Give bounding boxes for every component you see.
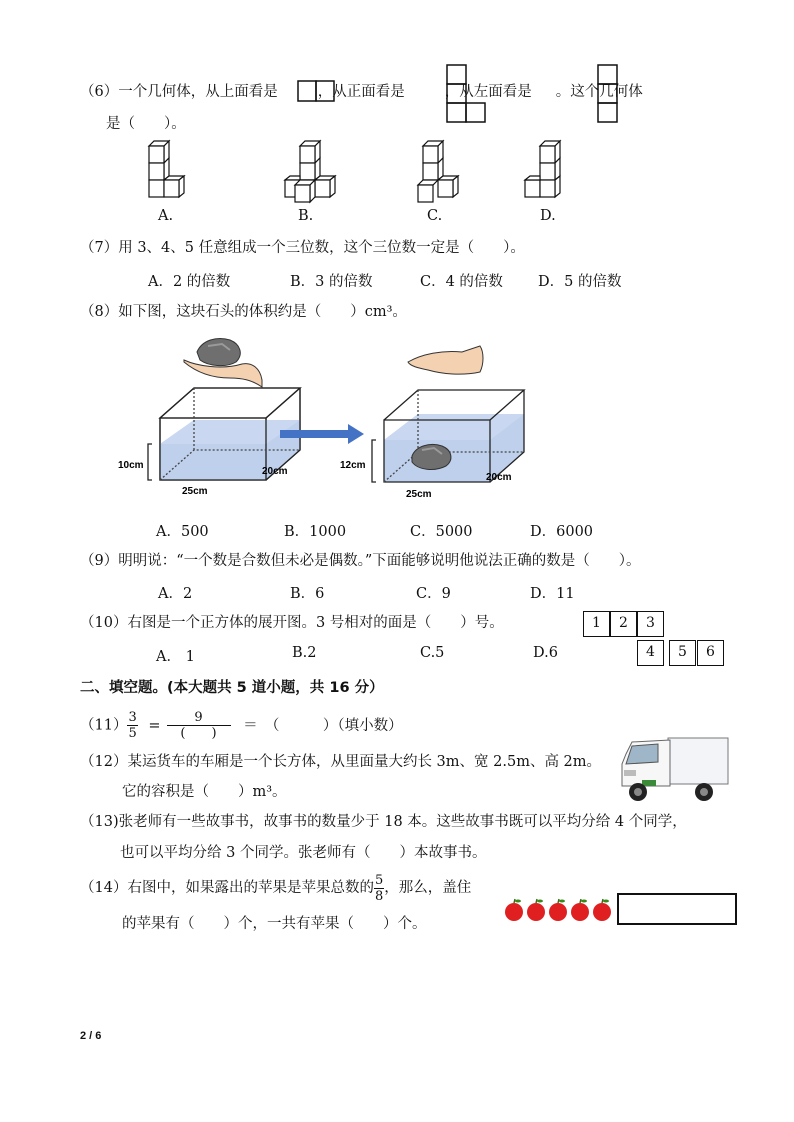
q13-line1: （13)张老师有一些故事书，故事书的数量少于 18 本。这些故事书既可以平均分给 4 个同学， [80,814,687,830]
q10-option-d[interactable]: D.6 [533,645,558,661]
q9-option-b[interactable]: B．6 [290,586,325,602]
q6-front-view [446,64,488,124]
q6-option-b-figure [284,140,344,202]
stone-icon [412,444,451,469]
q6-option-c[interactable]: C. [427,208,443,224]
q9-option-c[interactable]: C．9 [416,586,451,602]
section-2-title: 二、填空题。(本大题共 5 道小题，共 16 分） [80,680,384,696]
q14-line2: 的苹果有（ ）个，一共有苹果（ ）个。 [122,916,427,932]
q10-stem: （10）右图是一个正方体的展开图。3 号相对的面是（ ）号。 [80,615,504,631]
tank-after [372,390,524,482]
q6-option-a[interactable]: A. [158,208,174,224]
q14-fraction: $\frac{5}{8}$ [374,872,384,904]
q12-line2: 它的容积是（ ）m³。 [122,784,287,800]
q6-stem-cont: 是（ ）。 [106,116,186,132]
q6-left-view [597,64,619,124]
right-height-label: 12cm [340,460,366,471]
q8-option-a[interactable]: A．500 [156,524,209,540]
q8-figure [112,332,632,502]
q6-option-d[interactable]: D. [540,208,556,224]
q10-option-a[interactable]: A． 1 [156,649,195,665]
apple-icon [593,899,611,921]
q9-option-d[interactable]: D．11 [530,586,575,602]
apple-icon [549,899,567,921]
q11-fraction-2: $\frac{9}{( )}$ [167,710,231,741]
net-face-4: 4 [637,640,664,666]
q7-option-d[interactable]: D．5 的倍数 [538,274,622,290]
q10-option-c[interactable]: C.5 [420,645,445,661]
net-face-6: 6 [697,640,724,666]
net-face-1: 1 [583,611,610,637]
page-number: 2 / 6 [80,1030,102,1042]
net-face-2: 2 [610,611,637,637]
left-height-label: 10cm [118,460,144,471]
q8-option-c[interactable]: C．5000 [410,524,473,540]
apple-icon [571,899,589,921]
apple-icon [527,899,545,921]
apple-icon [505,899,523,921]
q12-line1: （12）某运货车的车厢是一个长方体，从里面量大约长 3m、宽 2.5m、高 2m。 [80,754,602,770]
q9-stem: （9）明明说：“一个数是合数但未必是偶数。”下面能够说明他说法正确的数是（ ）。 [80,553,641,569]
hand-holding-stone-icon [184,339,262,388]
q14-line1: （14）右图中，如果露出的苹果是苹果总数的 $\frac{5}{8}$ ，那么，盖住 [80,872,472,904]
q6-option-d-figure [524,140,574,202]
net-face-5: 5 [669,640,696,666]
left-width-label: 20cm [262,466,288,477]
q10-option-b[interactable]: B.2 [292,645,317,661]
empty-hand-icon [408,346,483,374]
truck-icon [618,732,732,804]
cover-box [617,893,737,925]
q6-top-view [297,80,337,102]
q6-option-b[interactable]: B. [298,208,314,224]
q7-option-c[interactable]: C．4 的倍数 [420,274,503,290]
q8-option-b[interactable]: B．1000 [284,524,347,540]
q9-option-a[interactable]: A．2 [158,586,193,602]
q7-option-b[interactable]: B．3 的倍数 [290,274,373,290]
q11-line: （11） $\frac{3}{5}$ = $\frac{9}{( )}$ ＝ （ ）（填小数） [80,710,403,741]
q13-line2: 也可以平均分给 3 个同学。张老师有（ ）本故事书。 [120,845,487,861]
left-length-label: 25cm [182,486,208,497]
tank-before [148,388,300,496]
q6-stem: （6）一个几何体，从上面看是 ，从正面看是 ，从左面看是 。这个几何体 [80,84,643,100]
apples-row [503,898,613,924]
right-width-label: 20cm [486,472,512,483]
q11-fraction-1: $\frac{3}{5}$ [128,710,137,741]
right-length-label: 25cm [406,489,432,500]
q8-stem: （8）如下图，这块石头的体积约是（ ）cm³。 [80,304,407,320]
q6-option-c-figure [418,140,468,202]
q7-option-a[interactable]: A．2 的倍数 [148,274,231,290]
q6-option-a-figure [144,140,194,202]
q7-stem: （7）用 3、4、5 任意组成一个三位数，这个三位数一定是（ ）。 [80,240,525,256]
net-face-3: 3 [637,611,664,637]
q8-option-d[interactable]: D．6000 [530,524,594,540]
